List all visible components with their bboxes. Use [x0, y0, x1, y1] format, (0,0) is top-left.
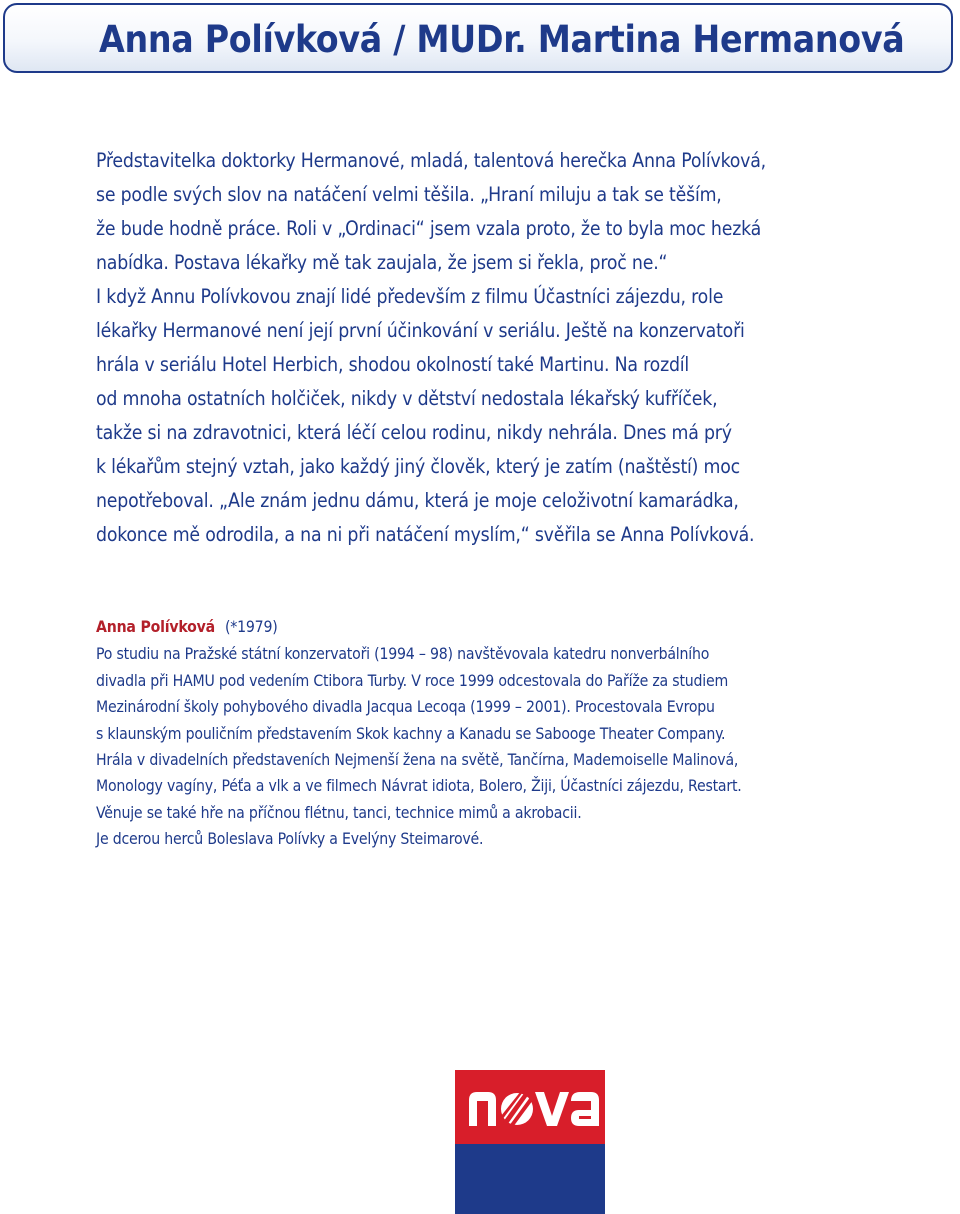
intro-line: Představitelka doktorky Hermanové, mladá, talentová herečka Anna Polívková,: [96, 149, 766, 172]
intro-line: dokonce mě odrodila, a na ni při natáčení myslím,“ svěřila se Anna Polívková.: [96, 523, 755, 546]
intro-line: od mnoha ostatních holčiček, nikdy v dětství nedostala lékařský kufříček,: [96, 387, 718, 410]
bio-heading: [96, 614, 926, 640]
intro-line: lékařky Hermanové není její první účinkování v seriálu. Ještě na konzervatoři: [96, 319, 745, 342]
intro-line: I když Annu Polívkovou znají lidé především z filmu Účastníci zájezdu, role: [96, 285, 724, 308]
bio-line: Po studiu na Pražské státní konzervatoři (1994 – 98) navštěvovala katedru nonverbálního: [96, 644, 710, 664]
intro-line: nabídka. Postava lékařky mě tak zaujala, že jsem si řekla, proč ne.“: [96, 251, 668, 274]
intro-line: takže si na zdravotnici, která léčí celou rodinu, nikdy nehrála. Dnes má prý: [96, 421, 732, 444]
nova-wordmark: [455, 1070, 605, 1144]
bio-line: Je dcerou herců Boleslava Polívky a Evelýny Steimarové.: [96, 829, 484, 849]
bio-line: s klaunským pouličním představením Skok kachny a Kanadu se Sabooge Theater Company.: [96, 723, 726, 743]
bio-birth-year: (*1979): [224, 617, 278, 636]
intro-line: že bude hodně práce. Roli v „Ordinaci“ jsem vzala proto, že to byla moc hezká: [96, 217, 762, 240]
title-banner: [3, 3, 953, 73]
page-title: Anna Polívková / MUDr. Martina Hermanová: [99, 18, 905, 61]
bio-name: Anna Polívková: [96, 617, 215, 636]
bio-line: Mezinárodní školy pohybového divadla Jacqua Lecoqa (1999 – 2001). Procestovala Evropu: [96, 697, 715, 717]
intro-line: k lékařům stejný vztah, jako každý jiný člověk, který je zatím (naštěstí) moc: [96, 455, 741, 478]
bio-line: Hrála v divadelních představeních Nejmenší žena na světě, Tančírna, Mademoiselle Malinová,: [96, 750, 739, 770]
nova-logo: [455, 1070, 605, 1214]
bio-section: [96, 614, 926, 853]
bio-line: Monology vagíny, Péťa a vlk a ve filmech Návrat idiota, Bolero, Žiji, Účastníci zájezdu, Restart.: [96, 776, 742, 796]
intro-paragraph: [96, 144, 926, 552]
bio-text: [96, 641, 926, 852]
intro-line: nepotřeboval. „Ale znám jednu dámu, která je moje celoživotní kamarádka,: [96, 489, 739, 512]
bio-line: divadla při HAMU pod vedením Ctibora Turby. V roce 1999 odcestovala do Paříže za studiem: [96, 670, 729, 690]
bio-line: Věnuje se také hře na příčnou flétnu, tanci, technice mimů a akrobacii.: [96, 802, 582, 822]
intro-line: se podle svých slov na natáčení velmi těšila. „Hraní miluju a tak se těším,: [96, 183, 722, 206]
intro-line: hrála v seriálu Hotel Herbich, shodou okolností také Martinu. Na rozdíl: [96, 353, 690, 376]
